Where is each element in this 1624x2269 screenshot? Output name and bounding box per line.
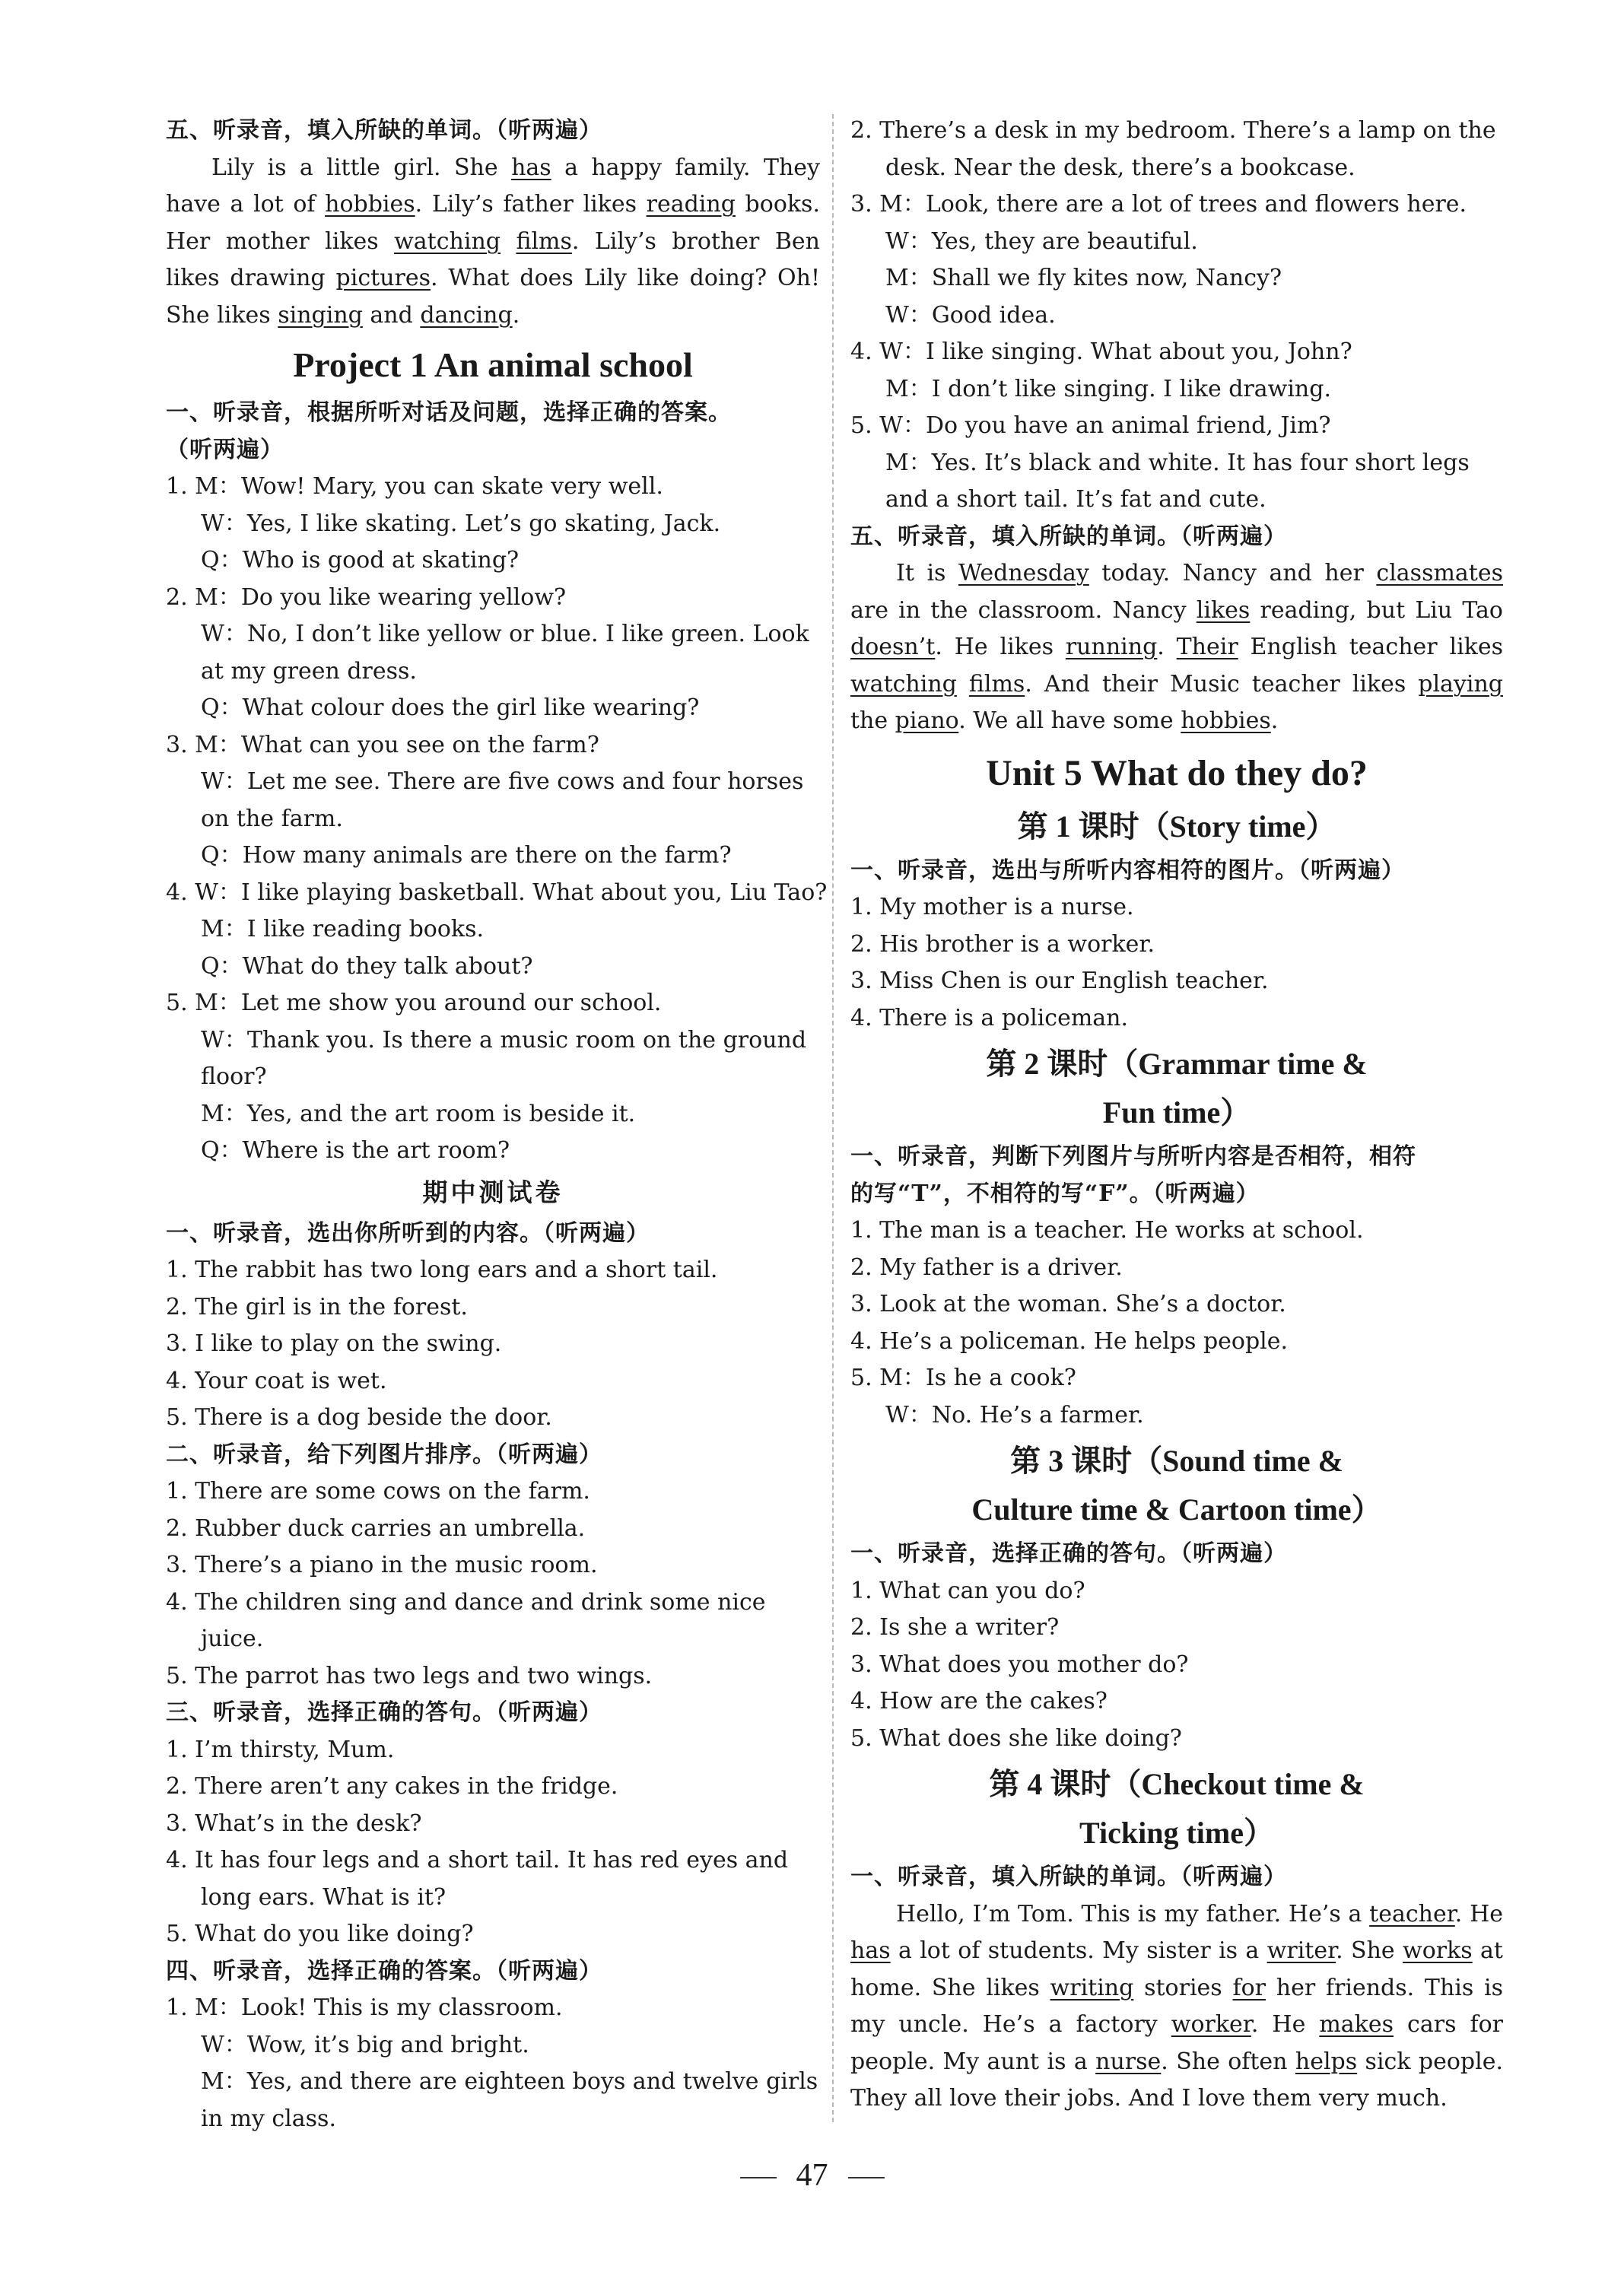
paragraph-text: . What does Lily like doing? Oh! She likes (166, 265, 820, 329)
paragraph-text (957, 671, 969, 698)
text-line: Q：What colour does the girl like wearing? (201, 694, 700, 721)
text-line: 4. Your coat is wet. (166, 1367, 387, 1394)
item-list (850, 1212, 1503, 1434)
text-line: juice. (201, 1625, 264, 1652)
paragraph-text: and (362, 301, 421, 329)
text-line: 4. How are the cakes? (850, 1688, 1108, 1714)
answer-word: helps (1295, 2048, 1358, 2075)
text-line: 1. M：Wow! Mary, you can skate very well. (166, 473, 663, 500)
text-line: 5. There is a dog beside the door. (166, 1404, 552, 1431)
answer-word: Their (1176, 634, 1238, 660)
text-line: W：Wow, it’s big and bright. (201, 2031, 529, 2058)
lesson-4-title (850, 1760, 1503, 1857)
paragraph-text: . He (1251, 2011, 1320, 2038)
right-column (850, 113, 1503, 2118)
text-line: 1. What can you do? (850, 1577, 1085, 1604)
text-line: W：Yes, I like skating. Let’s go skating, Jack. (201, 510, 721, 537)
text-line: 4. He’s a policeman. He helps people. (850, 1327, 1289, 1355)
section-heading: 五、听录音，填入所缺的单词。（听两遍） (166, 117, 602, 144)
text-line: 3. What’s in the desk? (166, 1810, 422, 1837)
text-line: W：Yes, they are beautiful. (885, 227, 1198, 255)
paragraph-text: books. Her mother likes (166, 191, 820, 255)
text-line: 4. W：I like playing basketball. What about you, Liu Tao? (166, 879, 828, 906)
column-divider (832, 114, 834, 2122)
text-line: 5. W：Do you have an animal friend, Jim? (850, 412, 1331, 439)
answer-word: hobbies (325, 191, 415, 218)
text-line: Q：Who is good at skating? (201, 547, 520, 574)
answer-word: worker (1171, 2011, 1251, 2038)
text-line: 1. There are some cows on the farm. (166, 1478, 590, 1505)
paragraph-text: . Lily’s brother Ben likes drawing (166, 227, 820, 291)
paragraph-text: a happy family. They have a lot of (166, 154, 820, 218)
text-line: 4. It has four legs and a short tail. It has red eyes and (166, 1847, 789, 1873)
text-line: 2. Rubber duck carries an umbrella. (166, 1514, 586, 1542)
left-column (166, 113, 828, 2137)
section-heading: 三、听录音，选择正确的答句。（听两遍） (166, 1699, 602, 1726)
text-line: 3. I like to play on the swing. (166, 1330, 502, 1357)
text-line: 2. Is she a writer? (850, 1614, 1060, 1641)
text-line: M：Shall we fly kites now, Nancy? (885, 265, 1282, 291)
text-line: 1. My mother is a nurse. (850, 894, 1134, 920)
answer-word: reading (646, 191, 736, 218)
text-line: 5. The parrot has two legs and two wings. (166, 1662, 653, 1689)
section-heading: 一、听录音，根据所听对话及问题，选择正确的答案。 (166, 399, 732, 426)
section-heading: （听两遍） (166, 436, 284, 463)
paragraph-text: . (1270, 707, 1279, 734)
answer-word: singing (278, 301, 363, 329)
paragraph-text: Hello, I’m Tom. This is my father. He’s a (896, 1900, 1370, 1927)
answer-word: hobbies (1181, 707, 1271, 734)
paragraph-text: are in the classroom. Nancy (850, 596, 1197, 624)
text-line: 3. There’s a piano in the music room. (166, 1552, 598, 1578)
answer-word: watching (850, 670, 957, 698)
answer-word: has (850, 1937, 891, 1964)
paragraph-text: a lot of students. My sister is a (890, 1937, 1267, 1964)
text-line: long ears. What is it? (201, 1883, 447, 1911)
paragraph-text: . He (1454, 1900, 1503, 1927)
paragraph-text: at home. She likes (850, 1937, 1503, 2001)
fill-in-paragraph (166, 150, 820, 335)
answer-word: piano (895, 707, 959, 734)
answer-word: films (516, 227, 572, 255)
lesson-3-title-line: Culture time & Cartoon time） (971, 1492, 1382, 1527)
paragraph-text: today. Nancy and her (1088, 560, 1377, 586)
text-line: 2. The girl is in the forest. (166, 1293, 468, 1320)
answer-word: playing (1418, 670, 1503, 698)
text-line: 2. There aren’t any cakes in the fridge. (166, 1773, 618, 1800)
text-line: W：Good idea. (885, 301, 1056, 329)
paragraph-text: It is (896, 560, 959, 586)
project-title: Project 1 An animal school (293, 345, 693, 384)
lesson-2-title (850, 1040, 1503, 1137)
section-heading: 四、听录音，选择正确的答案。（听两遍） (166, 1957, 602, 1985)
midterm-title: 期中测试卷 (422, 1177, 564, 1207)
fill-in-paragraph (850, 1896, 1503, 2118)
dialogue-list (850, 113, 1503, 519)
text-line: W：Let me see. There are five cows and four horses (201, 768, 804, 795)
answer-word: films (968, 670, 1025, 698)
text-line: Q：How many animals are there on the farm? (201, 842, 732, 869)
answer-word: Wednesday (958, 560, 1089, 586)
answer-word: writing (1050, 1974, 1134, 2001)
paragraph-text: . (512, 301, 520, 329)
unit-title: Unit 5 What do they do? (986, 752, 1368, 793)
text-line: M：I like reading books. (201, 916, 485, 942)
text-line: at my green dress. (201, 657, 417, 685)
paragraph-text: Lily is a little girl. She (211, 154, 512, 181)
text-line: 3. M：Look, there are a lot of trees and flowers here. (850, 191, 1467, 218)
lesson-1-title: 第 1 课时（Story time） (1017, 809, 1336, 844)
text-line: 5. M：Is he a cook? (850, 1365, 1076, 1391)
section-heading: 一、听录音，选出你所听到的内容。（听两遍） (166, 1219, 650, 1247)
text-line: Q：What do they talk about? (201, 952, 533, 980)
lesson-3-title-line: 第 3 课时（Sound time & (1010, 1444, 1343, 1478)
dialogue-list (166, 1990, 820, 2137)
section-heading: 一、听录音，选择正确的答句。（听两遍） (850, 1540, 1287, 1567)
text-line: 1. The man is a teacher. He works at school. (850, 1217, 1364, 1244)
text-line: W：No. He’s a farmer. (885, 1401, 1144, 1428)
text-line: M：Yes, and there are eighteen boys and twelve girls (201, 2068, 818, 2095)
lesson-4-title-line: 第 4 课时（Checkout time & (989, 1767, 1365, 1801)
fill-in-paragraph (850, 555, 1503, 740)
text-line: W：Thank you. Is there a music room on the ground (201, 1026, 807, 1053)
text-line: 1. M：Look! This is my classroom. (166, 1994, 563, 2021)
text-line: 5. What does she like doing? (850, 1724, 1182, 1752)
text-line: 5. What do you like doing? (166, 1921, 474, 1947)
text-line: Q：Where is the art room? (201, 1137, 510, 1164)
text-line: 4. The children sing and dance and drink some nice (166, 1588, 766, 1616)
lesson-2-title-line: 第 2 课时（Grammar time & (986, 1047, 1368, 1081)
text-line: floor? (201, 1063, 267, 1090)
paragraph-text: reading, but Liu Tao (1250, 596, 1503, 624)
answer-word: for (1232, 1974, 1266, 2001)
section-heading: 二、听录音，给下列图片排序。（听两遍） (166, 1441, 602, 1468)
text-line: 1. I’m thirsty, Mum. (166, 1736, 395, 1763)
answer-word: classmates (1376, 560, 1504, 586)
page-number-text: 47 (796, 2158, 828, 2193)
paragraph-text: . She (1336, 1937, 1403, 1964)
paragraph-text: cars for people. My aunt is a (850, 2011, 1503, 2075)
text-line: 5. M：Let me show you around our school. (166, 990, 662, 1016)
answer-word: makes (1319, 2011, 1394, 2038)
text-line: M：Yes, and the art room is beside it. (201, 1100, 636, 1127)
item-list (166, 1252, 820, 1437)
text-line: 3. Miss Chen is our English teacher. (850, 968, 1269, 994)
text-line: M：Yes. It’s black and white. It has four short legs (885, 449, 1470, 476)
text-line: 3. What does you mother do? (850, 1651, 1189, 1678)
text-line: desk. Near the desk, there’s a bookcase. (885, 154, 1355, 181)
lesson-2-title-line: Fun time） (1102, 1095, 1251, 1130)
answer-word: watching (394, 227, 501, 255)
text-line: 2. There’s a desk in my bedroom. There’s a lamp on the (850, 117, 1496, 144)
section-heading: 一、听录音，填入所缺的单词。（听两遍） (850, 1864, 1287, 1890)
paragraph-text (501, 228, 516, 255)
text-line: 2. My father is a driver. (850, 1254, 1123, 1281)
paragraph-text: . She often (1161, 2048, 1295, 2075)
text-line: 2. His brother is a worker. (850, 930, 1155, 958)
item-list (166, 1732, 820, 1953)
text-line: M：I don’t like singing. I like drawing. (885, 375, 1331, 402)
item-list (850, 1573, 1503, 1758)
text-line: 3. M：What can you see on the farm? (166, 731, 599, 758)
answer-word: has (511, 154, 551, 181)
answer-word: writer (1266, 1937, 1336, 1964)
text-line: 4. W：I like singing. What about you, John? (850, 338, 1352, 365)
paragraph-text: . We all have some (958, 707, 1181, 734)
text-line: 1. The rabbit has two long ears and a short tail. (166, 1257, 718, 1283)
answer-word: teacher (1369, 1900, 1455, 1927)
text-line: and a short tail. It’s fat and cute. (885, 486, 1266, 513)
text-line: 3. Look at the woman. She’s a doctor. (850, 1291, 1286, 1317)
section-heading: 五、听录音，填入所缺的单词。（听两遍） (850, 523, 1287, 550)
paragraph-text: stories (1133, 1974, 1233, 2001)
lesson-4-title-line: Ticking time） (1079, 1816, 1274, 1850)
answer-word: works (1403, 1937, 1473, 1964)
paragraph-text: . He likes (935, 634, 1066, 660)
paragraph-text: her friends. This is my uncle. He’s a factory (850, 1974, 1504, 2038)
paragraph-text: . And their Music teacher likes (1025, 670, 1419, 698)
paragraph-text: . (1157, 634, 1177, 660)
item-list (166, 1473, 820, 1695)
answer-word: dancing (420, 301, 513, 329)
text-line: in my class. (201, 2105, 336, 2132)
answer-word: likes (1196, 596, 1251, 624)
answer-word: running (1065, 634, 1158, 660)
page-number (0, 2157, 1624, 2194)
text-line: 4. There is a policeman. (850, 1004, 1129, 1031)
paragraph-text: English teacher likes (1238, 634, 1504, 660)
paragraph-text: sick people. They all love their jobs. And I love them very much. (850, 2048, 1504, 2112)
text-line: 2. M：Do you like wearing yellow? (166, 583, 567, 611)
item-list (850, 889, 1503, 1037)
answer-word: pictures (335, 265, 431, 291)
answer-word: nurse (1095, 2048, 1162, 2075)
section-heading: 一、听录音，判断下列图片与所听内容是否相符，相符 (850, 1143, 1416, 1170)
text-line: on the farm. (201, 805, 343, 832)
section-heading: 的写“T”，不相符的写“F”。（听两遍） (850, 1180, 1260, 1207)
paragraph-text: the (850, 707, 895, 734)
lesson-3-title (850, 1437, 1503, 1534)
text-line: W：No, I don’t like yellow or blue. I like green. Look (201, 621, 809, 647)
paragraph-text: . Lily’s father likes (415, 191, 647, 218)
answer-word: doesn’t (850, 634, 936, 660)
section-heading: 一、听录音，选出与所听内容相符的图片。（听两遍） (850, 856, 1405, 884)
dialogue-list (166, 469, 828, 1170)
